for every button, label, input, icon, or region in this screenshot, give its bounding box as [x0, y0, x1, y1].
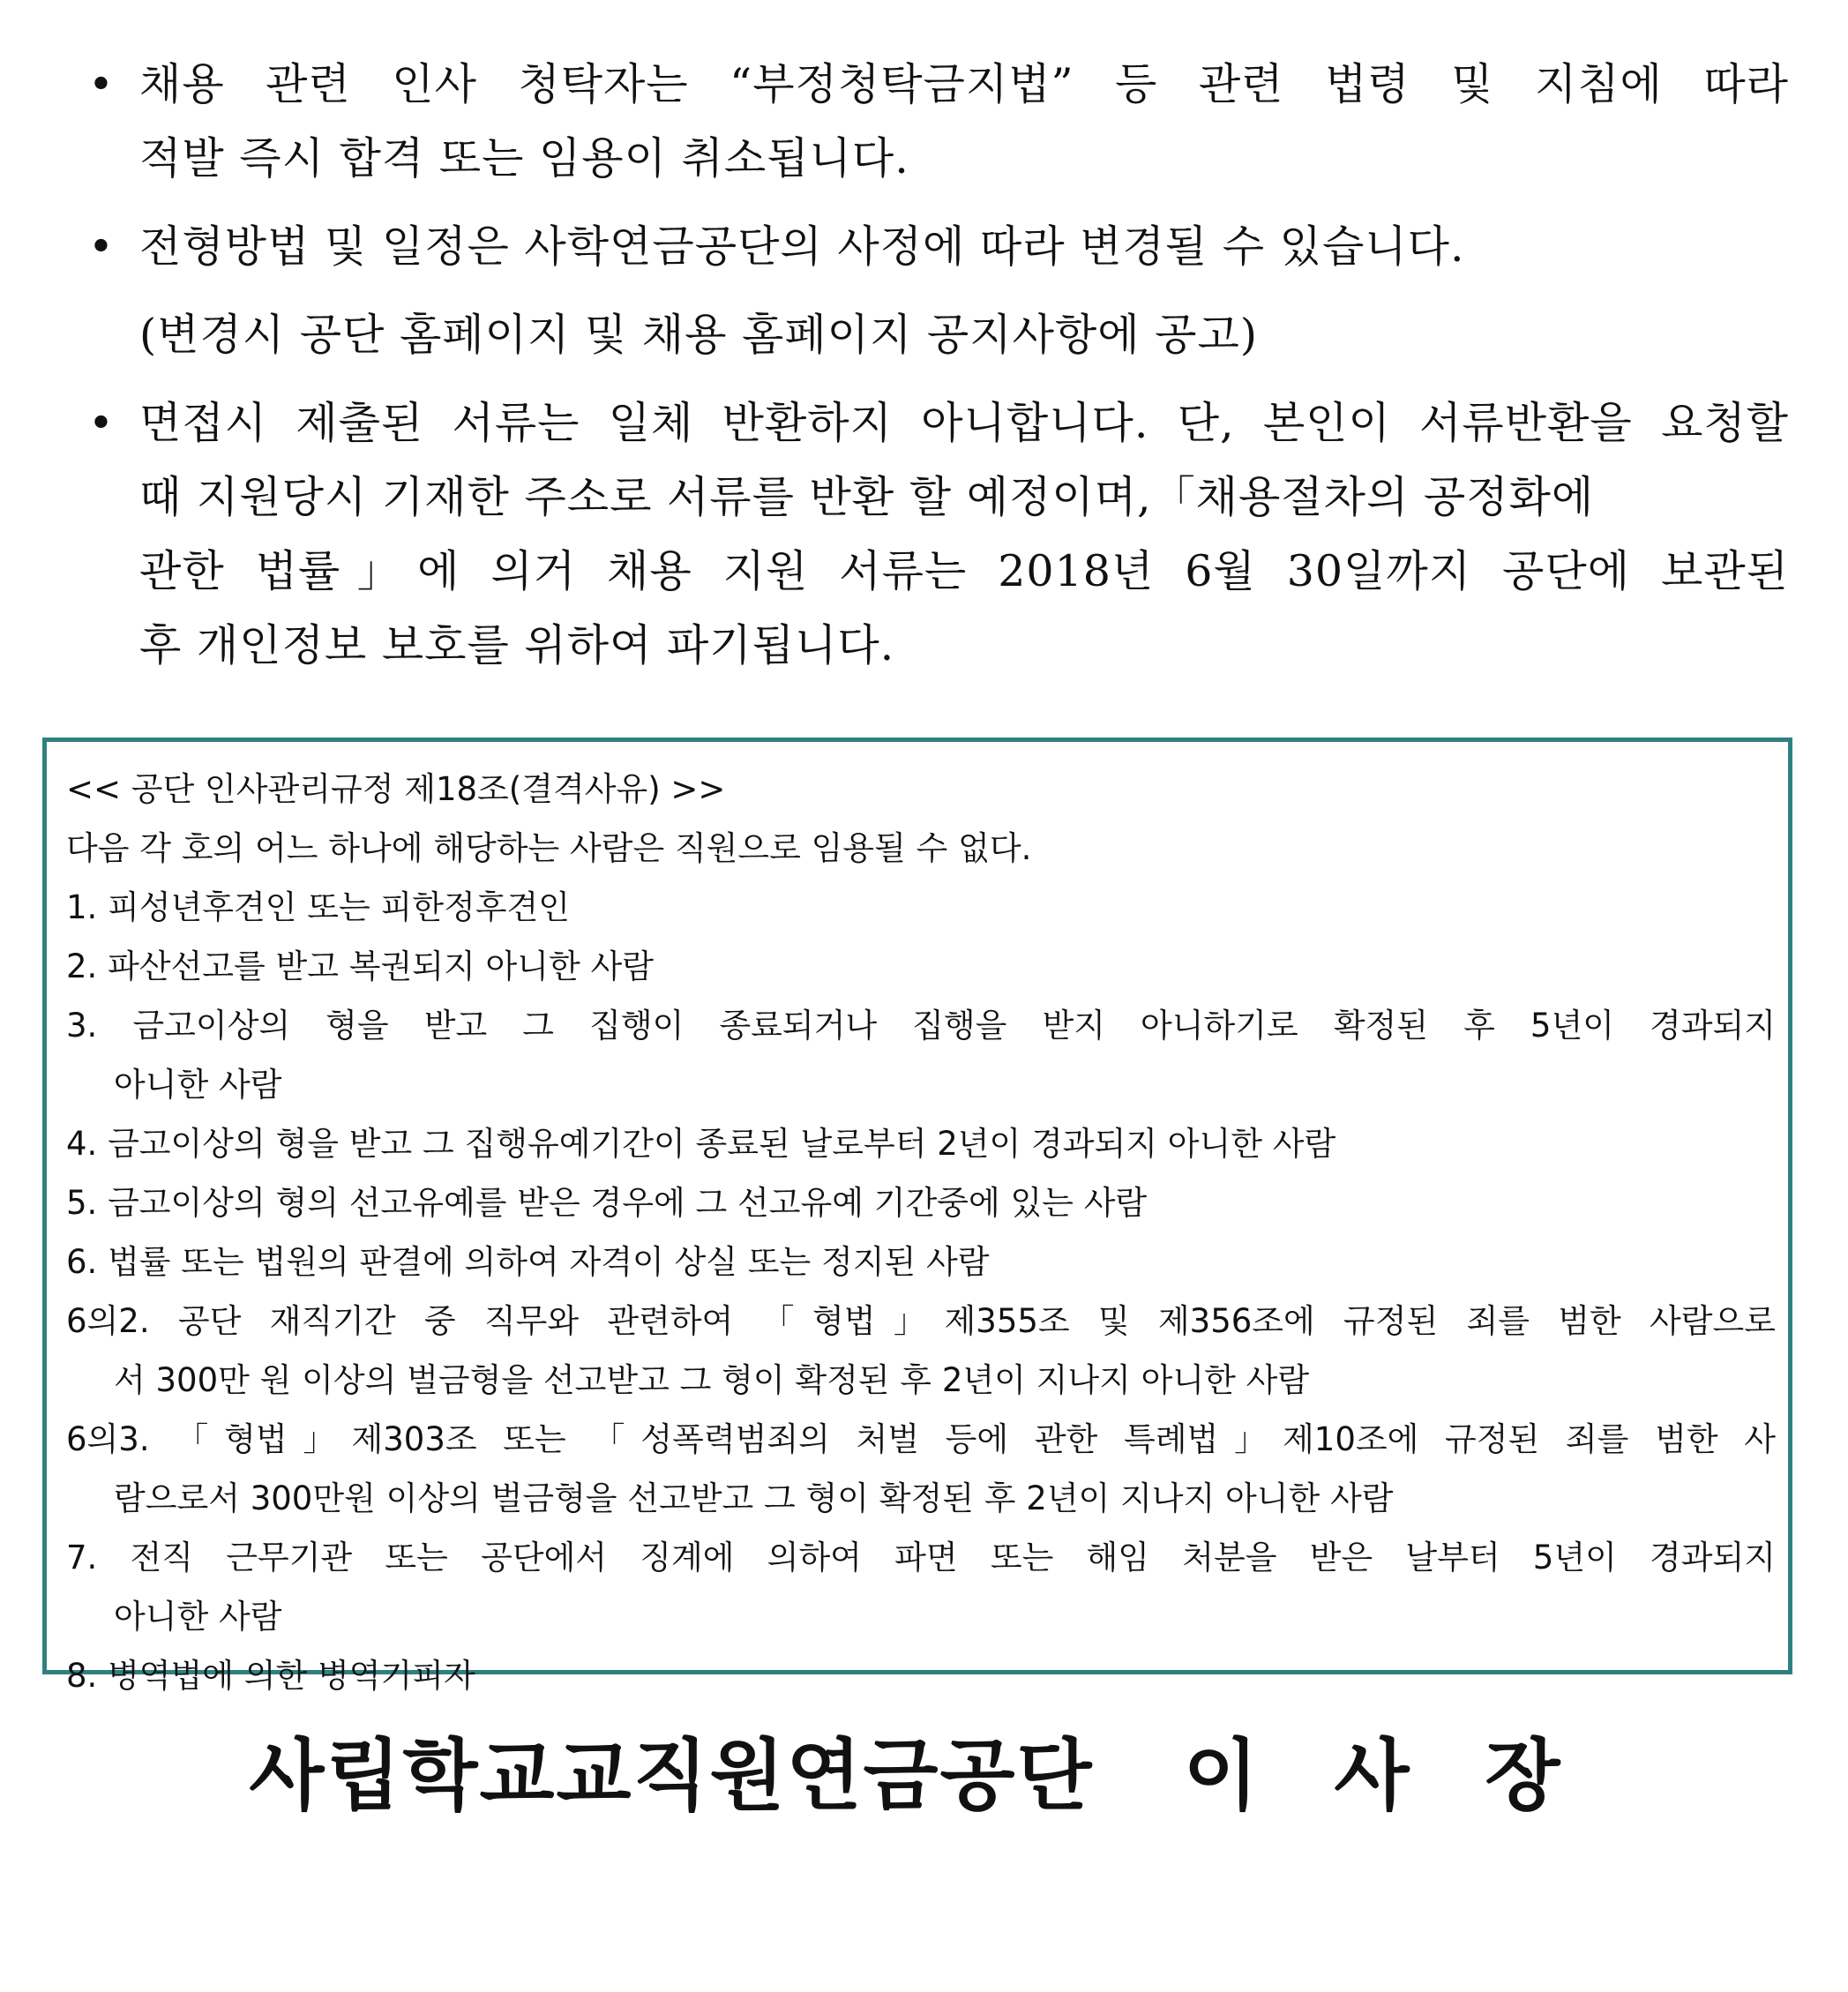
regulation-item: 7. 전직 근무기관 또는 공단에서 징계에 의하여 파면 또는 해임 처분을 받은 날부터 5년이 경과되지 — [66, 1539, 1776, 1576]
bullet-item-schedule-change — [88, 210, 1795, 372]
regulation-item-continued: 서 300만 원 이상의 벌금형을 선고받고 그 형이 확정된 후 2년이 지나지 아니한 사람 — [114, 1361, 1310, 1399]
regulation-item: 8. 병역법에 의한 병역기피자 — [66, 1657, 475, 1695]
regulation-item-continued: 람으로서 300만원 이상의 벌금형을 선고받고 그 형이 확정된 후 2년이 지나지 아니한 사람 — [114, 1479, 1394, 1517]
bullet-icon: • — [88, 59, 115, 109]
bullet-line: 적발 즉시 합격 또는 임용이 취소됩니다. — [139, 133, 909, 183]
notice-bullet-list — [88, 48, 1795, 697]
regulation-box — [42, 738, 1792, 1695]
signature-line — [0, 1727, 1848, 1824]
regulation-item: 1. 피성년후견인 또는 피한정후견인 — [66, 888, 570, 926]
signature-title-char: 장 — [1485, 1730, 1562, 1821]
bullet-icon: • — [88, 221, 115, 272]
bullet-line: 채용 관련 인사 청탁자는 “부정청탁금지법” 등 관련 법령 및 지침에 따라 — [139, 59, 1789, 109]
bullet-line: 때 지원당시 기재한 주소로 서류를 반환 할 예정이며,「채용절차의 공정화에 — [139, 472, 1595, 522]
regulation-item: 6. 법률 또는 법원의 판결에 의하여 자격이 상실 또는 정지된 사람 — [66, 1243, 990, 1281]
regulation-item: 6의2. 공단 재직기간 중 직무와 관련하여 「형법」제355조 및 제356조에 규정된 죄를 범한 사람으로 — [66, 1302, 1776, 1340]
regulation-intro: 다음 각 호의 어느 하나에 해당하는 사람은 직원으로 임용될 수 없다. — [66, 829, 1032, 867]
bullet-line: 관한 법률」에 의거 채용 지원 서류는 2018년 6월 30일까지 공단에 보관된 — [139, 546, 1789, 596]
regulation-heading: << 공단 인사관리규정 제18조(결격사유) >> — [66, 770, 726, 808]
bullet-line: 전형방법 및 일정은 사학연금공단의 사정에 따라 변경될 수 있습니다. — [139, 221, 1465, 272]
regulation-item: 2. 파산선고를 받고 복권되지 아니한 사람 — [66, 947, 654, 985]
bullet-item-document-return — [88, 386, 1795, 683]
bullet-line: 면접시 제출된 서류는 일체 반환하지 아니합니다. 단, 본인이 서류반환을 요청할 — [139, 398, 1789, 448]
signature-organization: 사립학교교직원연금공단 — [249, 1730, 1094, 1821]
regulation-item: 5. 금고이상의 형의 선고유예를 받은 경우에 그 선고유예 기간중에 있는 사람 — [66, 1184, 1148, 1222]
regulation-item: 6의3. 「형법」제303조 또는 「성폭력범죄의 처벌 등에 관한 특례법」제10조에 규정된 죄를 범한 사 — [66, 1420, 1776, 1458]
signature-title-char: 사 — [1334, 1730, 1411, 1821]
regulation-item-continued: 아니한 사람 — [114, 1066, 282, 1104]
regulation-item: 4. 금고이상의 형을 받고 그 집행유예기간이 종료된 날로부터 2년이 경과되지 아니한 사람 — [66, 1125, 1336, 1163]
regulation-item: 3. 금고이상의 형을 받고 그 집행이 종료되거나 집행을 받지 아니하기로 확정된 후 5년이 경과되지 — [66, 1007, 1776, 1045]
signature-title-char: 이 — [1183, 1730, 1261, 1821]
bullet-item-recruitment-solicitation — [88, 48, 1795, 196]
bullet-icon: • — [88, 398, 115, 448]
regulation-item-continued: 아니한 사람 — [114, 1598, 282, 1636]
bullet-subnote: (변경시 공단 홈페이지 및 채용 홈페이지 공지사항에 공고) — [139, 310, 1258, 360]
bullet-line: 후 개인정보 보호를 위하여 파기됩니다. — [139, 620, 895, 670]
